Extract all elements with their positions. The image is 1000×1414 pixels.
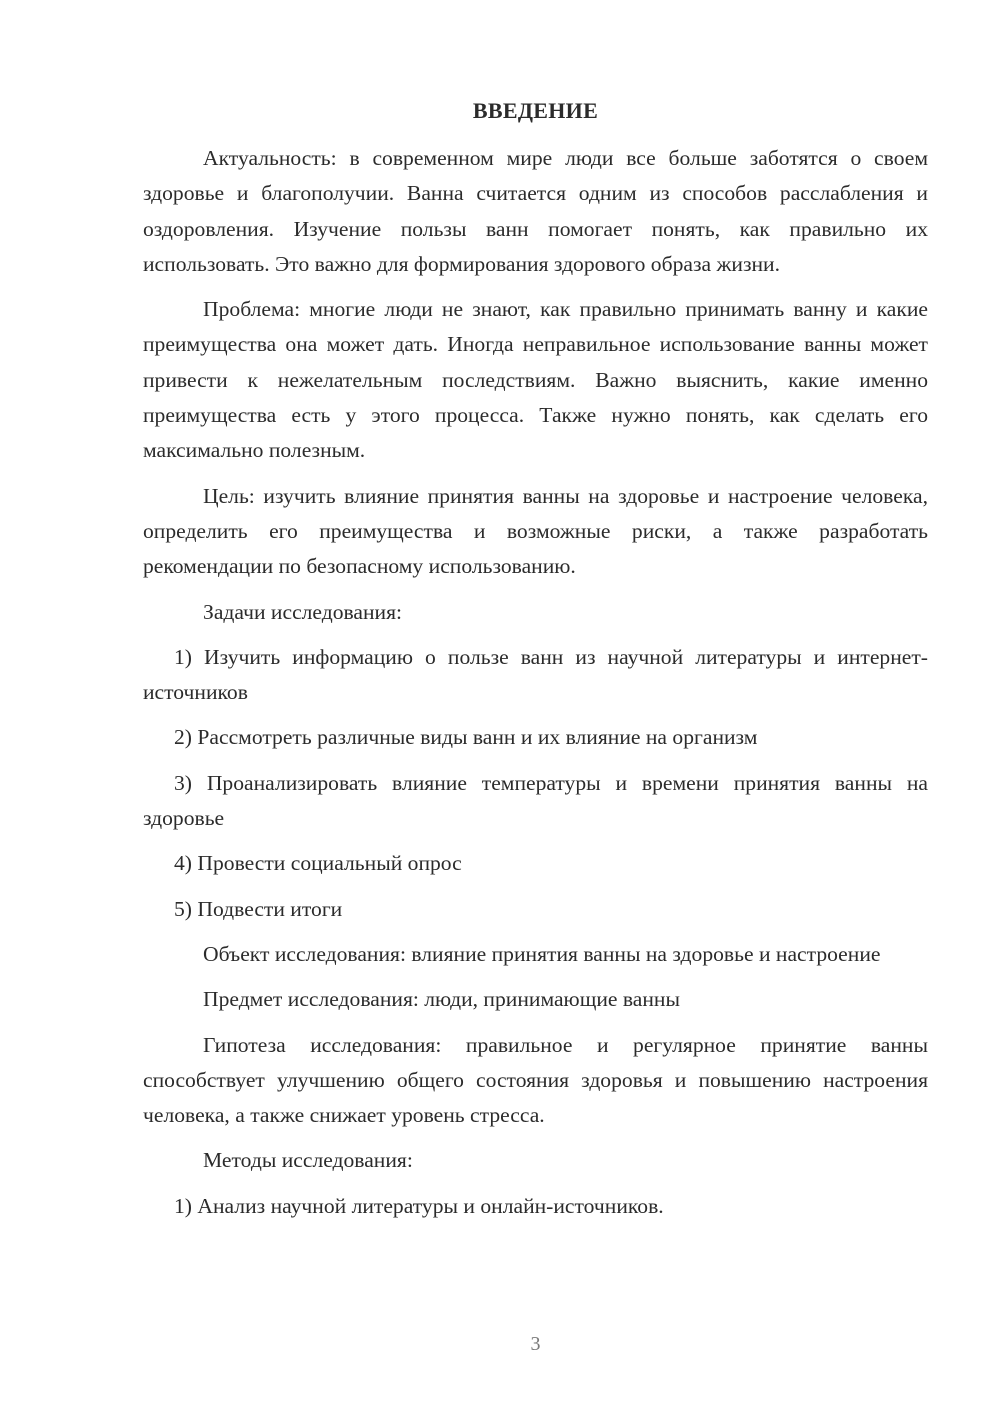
task-item-4: 4) Провести социальный опрос — [174, 851, 462, 876]
document-page — [143, 0, 928, 1414]
paragraph-methods-heading: Методы исследования: — [203, 1148, 413, 1173]
paragraph-hypothesis: Гипотеза исследования: правильное и регулярное принятие ванны способствует улучшению общего состояния здоровья и повышению настроения человека, а также снижает уровень стресса. — [143, 1032, 928, 1128]
body-text — [143, 141, 928, 1234]
paragraph-tasks-heading: Задачи исследования: — [203, 599, 403, 624]
method-item-1: 1) Анализ научной литературы и онлайн-источников. — [174, 1193, 664, 1218]
paragraph-problem: Проблема: многие люди не знают, как правильно принимать ванну и какие преимущества она может дать. Иногда неправильное использование ванны может привести к нежелательным последствиям. Важно выяснить, какие именно преимущества есть у этого процесса. Также нужно понять, как сделать его максимально полезным. — [143, 297, 928, 463]
paragraph-object: Объект исследования: влияние принятия ванны на здоровье и настроение — [203, 941, 881, 966]
task-item-2: 2) Рассмотреть различные виды ванн и их влияние на организм — [174, 725, 758, 750]
task-item-3: 3) Проанализировать влияние температуры и времени принятия ванны на здоровье — [143, 770, 928, 831]
paragraph-subject: Предмет исследования: люди, принимающие ванны — [203, 987, 680, 1012]
task-item-1: 1) Изучить информацию о пользе ванн из научной литературы и интернет-источников — [143, 644, 928, 705]
page-number: 3 — [530, 1333, 541, 1355]
section-title: ВВЕДЕНИЕ — [472, 98, 599, 123]
paragraph-relevance: Актуальность: в современном мире люди все больше заботятся о своем здоровье и благополучии. Ванна считается одним из способов расслабления и оздоровления. Изучение пользы ванн помогает понять, как правильно их использовать. Это важно для формирования здорового образа жизни. — [143, 146, 928, 276]
paragraph-goal: Цель: изучить влияние принятия ванны на здоровье и настроение человека, определить его преимущества и возможные риски, а также разработать рекомендации по безопасному использованию. — [143, 483, 928, 579]
task-item-5: 5) Подвести итоги — [174, 896, 343, 921]
